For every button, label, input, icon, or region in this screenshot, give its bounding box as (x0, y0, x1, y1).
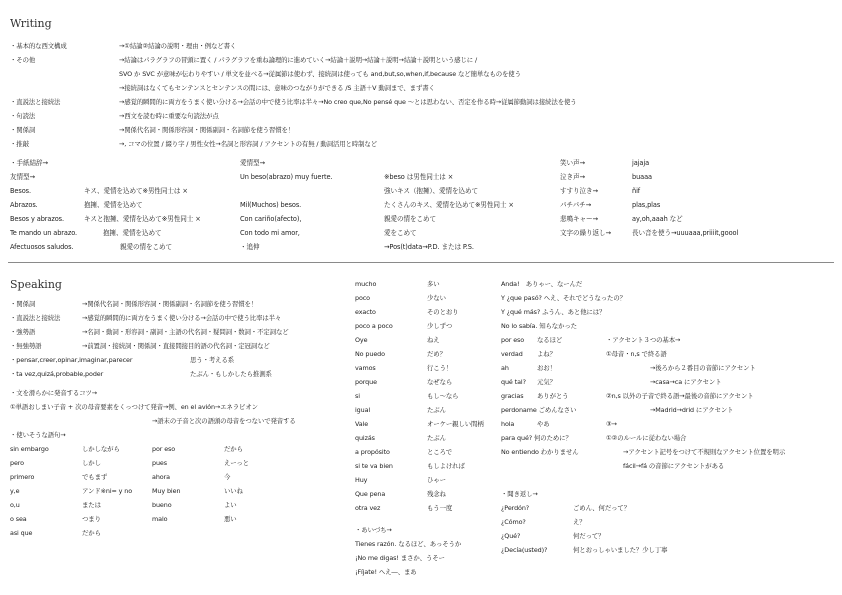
think-verbs-meaning: 思う・考える系 (190, 356, 235, 364)
onomatopoeia-value: ñif (632, 187, 641, 195)
phrase-ja: でもまず (82, 473, 108, 481)
phrase-ja: だから (82, 529, 101, 537)
phrase-es: sin embargo (10, 445, 49, 453)
onomatopoeia-value: plas,plas (632, 201, 661, 209)
closing-es: Mil(Muchos) besos. (240, 201, 302, 209)
word-es: poco (355, 294, 370, 302)
expression-es: verdad (501, 350, 523, 358)
phrase-ja: 今 (224, 473, 231, 481)
rule-text: →前置詞・接続詞・関係詞・直接間接目的語の代名詞・定冠詞など (82, 342, 270, 350)
rule-label: ・無強勢語 (10, 342, 42, 350)
speaking-title: Speaking (10, 278, 62, 291)
word-ja: 少しずつ (427, 322, 453, 330)
accent-line: →casa→ca にアクセント (650, 378, 722, 386)
ask-ja: 何とおっしゃいました？少し丁寧 (573, 546, 668, 554)
word-ja: たぶん (427, 406, 446, 414)
ask-ja: ごめん、何だって？ (573, 504, 630, 512)
phrase-ja: よい (224, 501, 237, 509)
expression-line: perdoname ごめんなさい (501, 406, 577, 414)
onomatopoeia-label: 笑い声→ (560, 159, 585, 167)
word-ja: そのとおり (427, 308, 459, 316)
phrase-ja: つまり (82, 515, 101, 523)
rule-text: →関係代名詞・関係形容詞・関係副詞・名詞節を使う習慣を！ (82, 300, 258, 308)
writing-text-other-3: →接続詞はなくてもセンテンスとセンテンスの間には、意味のつながりができる /S 主語＋V 動詞まで、まず書く (119, 84, 435, 92)
phrase-es: ahora (152, 473, 170, 481)
ask-es: ¿Decía(usted)? (501, 546, 548, 554)
aizuchi-line: Tienes razón. なるほど、あっそうか (355, 540, 462, 548)
writing-label-punct: ・句読法 (10, 112, 36, 120)
accent-line: →Madrid→drid にアクセント (650, 406, 734, 414)
onomatopoeia-value: ay,oh,aaah など (632, 215, 683, 223)
rule-text: →感覚的瞬間的に両方をうまく使い分ける→会話の中で使う比率は半々 (82, 314, 282, 322)
phrase-es: pero (10, 459, 24, 467)
accent-line: ①母音・n,s で終る語 (606, 350, 667, 358)
writing-text-punct: →西文を読む時に重要な句読法が点 (119, 112, 219, 120)
ask-again-title: ・聞き返し→ (501, 490, 538, 498)
writing-text-other-2: SVO か SVC が意味が伝わりやすい / 単文を並べる→従属節は使わず、接続詞は使っても and,but,so,when,if,because など簡単なものを使う (119, 70, 521, 78)
word-es: Que pena (355, 490, 386, 498)
closing-ja: たくさんのキス、愛情を込めて※男性同士 × (384, 201, 514, 209)
word-es: si (355, 392, 360, 400)
phrase-es: asi que (10, 529, 33, 537)
word-ja: ねえ (427, 336, 440, 344)
writing-text-revise: →, コマの位置 / 綴り字 / 男性女性→名詞と形容詞 / アクセントの有無 / 動詞活用と時制など (119, 140, 378, 148)
phrase-ja: アンド※ni= y no (82, 487, 133, 495)
onomatopoeia-label: すすり泣き→ (560, 187, 598, 195)
closing-ja: 抱擁、愛情を込めて (84, 201, 143, 209)
onomatopoeia-label: 悲鳴キャー→ (560, 215, 598, 223)
friendship-type-label: 友情型→ (10, 173, 35, 181)
closing-es: Un beso(abrazo) muy fuerte. (240, 173, 333, 181)
expression-line: No entiendo わかりません (501, 448, 579, 456)
closing-es: Besos y abrazos. (10, 215, 64, 223)
expression-ja: なるほど (537, 336, 563, 344)
expression-es: gracias (501, 392, 524, 400)
expression-line: para qué? 何のために？ (501, 434, 572, 442)
writing-label-mood: ・直説法と接続法 (10, 98, 61, 106)
phrase-es: pues (152, 459, 167, 467)
rule-label: ・強勢語 (10, 328, 36, 336)
word-es: otra vez (355, 504, 381, 512)
word-ja: 行こう！ (427, 364, 453, 372)
smooth-pronunciation-2: →語末の子音と次の語頭の母音をつないで発音する (152, 417, 296, 425)
section-divider (8, 262, 834, 263)
closing-ja: 親愛の情をこめて (384, 215, 436, 223)
smooth-pronunciation-1: ①単語おしまい子音 + 次の母音要素をくっつけて発音→例、en el avión→エネラビオン (10, 403, 258, 411)
word-ja: もし～なら (427, 392, 459, 400)
rule-label: ・直説法と接続法 (10, 314, 61, 322)
ask-es: ¿Perdón? (501, 504, 530, 512)
onomatopoeia-value: jajaja (632, 159, 650, 167)
writing-text-structure: →①結論②結論の説明・理由・例など書く (119, 42, 237, 50)
accent-line: ①②のルールに従わない場合 (606, 434, 687, 442)
onomatopoeia-label: 文字の繰り返し→ (560, 229, 611, 237)
ask-ja: 何だって？ (573, 532, 605, 540)
expression-es: qué tal? (501, 378, 526, 386)
word-ja: オーケー親しい間柄 (427, 420, 484, 428)
expression-es: ah (501, 364, 509, 372)
expression-ja: よね？ (537, 350, 556, 358)
expression-es: por eso (501, 336, 525, 344)
aizuchi-line: ¡Fíjate! へえ―、まあ (355, 568, 417, 576)
accent-title: ・アクセント３つの基本→ (606, 336, 681, 344)
word-es: Vale (355, 420, 369, 428)
word-ja: 残念ね (427, 490, 446, 498)
letter-closing-heading: ・手紙結辞→ (10, 159, 48, 167)
expression-ja: おお！ (537, 364, 556, 372)
closing-es: Abrazos. (10, 201, 38, 209)
onomatopoeia-label: パチパチ→ (560, 201, 592, 209)
word-ja: ところで (427, 448, 453, 456)
phrase-es: Muy bien (152, 487, 181, 495)
rule-label: ・関係詞 (10, 300, 36, 308)
writing-label-structure: ・基本的な西文構成 (10, 42, 67, 50)
word-ja: 少ない (427, 294, 446, 302)
postscript-text: →Pos(t)data→P.D. または P.S. (384, 243, 474, 251)
ask-es: ¿Cómo? (501, 518, 526, 526)
expression-es: hola (501, 420, 515, 428)
phrase-ja: 悪い (224, 515, 237, 523)
phrase-es: bueno (152, 501, 172, 509)
closing-es: Afectuosos saludos. (10, 243, 74, 251)
closing-ja: キス、愛情を込めて※男性同士は × (84, 187, 188, 195)
phrase-es: primero (10, 473, 35, 481)
word-es: Huy (355, 476, 368, 484)
word-ja: たぶん (427, 434, 446, 442)
rule-text: →名詞・動詞・形容詞・副詞・主語の代名詞・疑問詞・数詞・不定詞など (82, 328, 289, 336)
onomatopoeia-label: 泣き声→ (560, 173, 585, 181)
closing-es: Con todo mi amor, (240, 229, 300, 237)
expression-ja: ありがとう (537, 392, 569, 400)
writing-text-mood: →感覚的瞬間的に両方をうまく使い分ける→会話の中で使う比率は半々→No creo que,No pensé que ～とは思わない、否定を作る時→従属節動詞は接続法を使う (119, 98, 577, 106)
expression-line: Y ¿qué más? ふうん、あと他には？ (501, 308, 606, 316)
expression-ja: 元気？ (537, 378, 556, 386)
phrase-ja: または (82, 501, 101, 509)
word-es: Oye (355, 336, 368, 344)
closing-ja: キスと抱擁、愛情を込めて※男性同士 × (84, 215, 201, 223)
phrase-ja: えーっと (224, 459, 249, 467)
writing-label-other: ・その他 (10, 56, 36, 64)
word-ja: もしよければ (427, 462, 465, 470)
closing-ja: 強いキス（抱擁）、愛情を込めて (384, 187, 478, 195)
onomatopoeia-value: buaaa (632, 173, 652, 181)
expression-line: No lo sabía. 知らなかった (501, 322, 577, 330)
phrase-ja: だから (224, 445, 243, 453)
closing-es: Te mando un abrazo. (10, 229, 78, 237)
perhaps-words: ・ta vez,quizá,probable,poder (10, 370, 104, 378)
word-es: porque (355, 378, 377, 386)
word-ja: なぜなら (427, 378, 453, 386)
expression-line: Y ¿que pasó? へえ、それでどうなったの？ (501, 294, 626, 302)
closing-ja: 親愛の情をこめて (120, 243, 172, 251)
think-verbs: ・pensar,creer,opinar,imaginar,parecer (10, 356, 133, 364)
word-es: a propósito (355, 448, 390, 456)
perhaps-words-meaning: たぶん・もしかしたら推測系 (190, 370, 272, 378)
word-es: vamos (355, 364, 376, 372)
expression-ja: やあ (537, 420, 550, 428)
accent-line: →後ろから２番目の音節にアクセント (650, 364, 756, 372)
writing-label-revise: ・推敲 (10, 140, 29, 148)
word-ja: ひゃー (427, 476, 446, 484)
accent-line: ②n,s 以外の子音で終る語→最後の音節にアクセント (606, 392, 754, 400)
ask-es: ¿Qué? (501, 532, 521, 540)
phrase-ja: しかし (82, 459, 101, 467)
word-ja: もう一度 (427, 504, 453, 512)
word-es: exacto (355, 308, 376, 316)
phrase-ja: しかしながら (82, 445, 120, 453)
writing-label-relative: ・関係詞 (10, 126, 36, 134)
phrase-es: o,u (10, 501, 20, 509)
closing-ja: 抱擁、愛情を込めて (103, 229, 162, 237)
phrase-ja: いいね (224, 487, 243, 495)
writing-title: Writing (10, 17, 52, 30)
closing-es: Con cariño(afecto), (240, 215, 302, 223)
useful-phrases-title: ・使いそうな語句→ (10, 431, 66, 439)
aizuchi-line: ¡No me digas! まさか、うそー (355, 554, 445, 562)
accent-line: fácil→fá の音節にアクセントがある (623, 462, 725, 470)
word-es: igual (355, 406, 371, 414)
accent-line: →アクセント記号をつけて不規則なアクセント位置を明示 (623, 448, 786, 456)
word-es: si te va bien (355, 462, 393, 470)
closing-ja: 愛をこめて (384, 229, 417, 237)
smooth-pronunciation-title: ・文を滑らかに発音するコツ→ (10, 389, 98, 397)
word-es: poco a poco (355, 322, 393, 330)
writing-text-relative: →関係代名詞・関係形容詞・関係副詞・名詞節を使う習慣を！ (119, 126, 295, 134)
closing-es: Besos. (10, 187, 31, 195)
onomatopoeia-value: 長い音を使う→uuuaaa,priiiit,goool (632, 229, 739, 237)
closing-ja: ※beso は男性同士は × (384, 173, 454, 181)
expression-line: Anda! ありゃー、なーんだ (501, 280, 583, 288)
writing-text-other-1: →結論はパラグラフの冒頭に置く / パラグラフを重ね論理的に進めていく→結論＋説明→結論＋説明→結論＋説明という感じに / (119, 56, 478, 64)
phrase-es: o sea (10, 515, 27, 523)
affection-type-label: 愛情型→ (240, 159, 265, 167)
postscript-label: ・追伸 (240, 243, 260, 251)
aizuchi-title: ・あいづち→ (355, 526, 392, 534)
word-es: No puedo (355, 350, 385, 358)
accent-line: ③→ (606, 420, 617, 428)
phrase-es: malo (152, 515, 168, 523)
phrase-es: y,e (10, 487, 20, 495)
word-es: quizás (355, 434, 375, 442)
word-ja: だめ？ (427, 350, 446, 358)
word-es: mucho (355, 280, 377, 288)
ask-ja: え？ (573, 518, 586, 526)
word-ja: 多い (427, 280, 440, 288)
phrase-es: por eso (152, 445, 176, 453)
